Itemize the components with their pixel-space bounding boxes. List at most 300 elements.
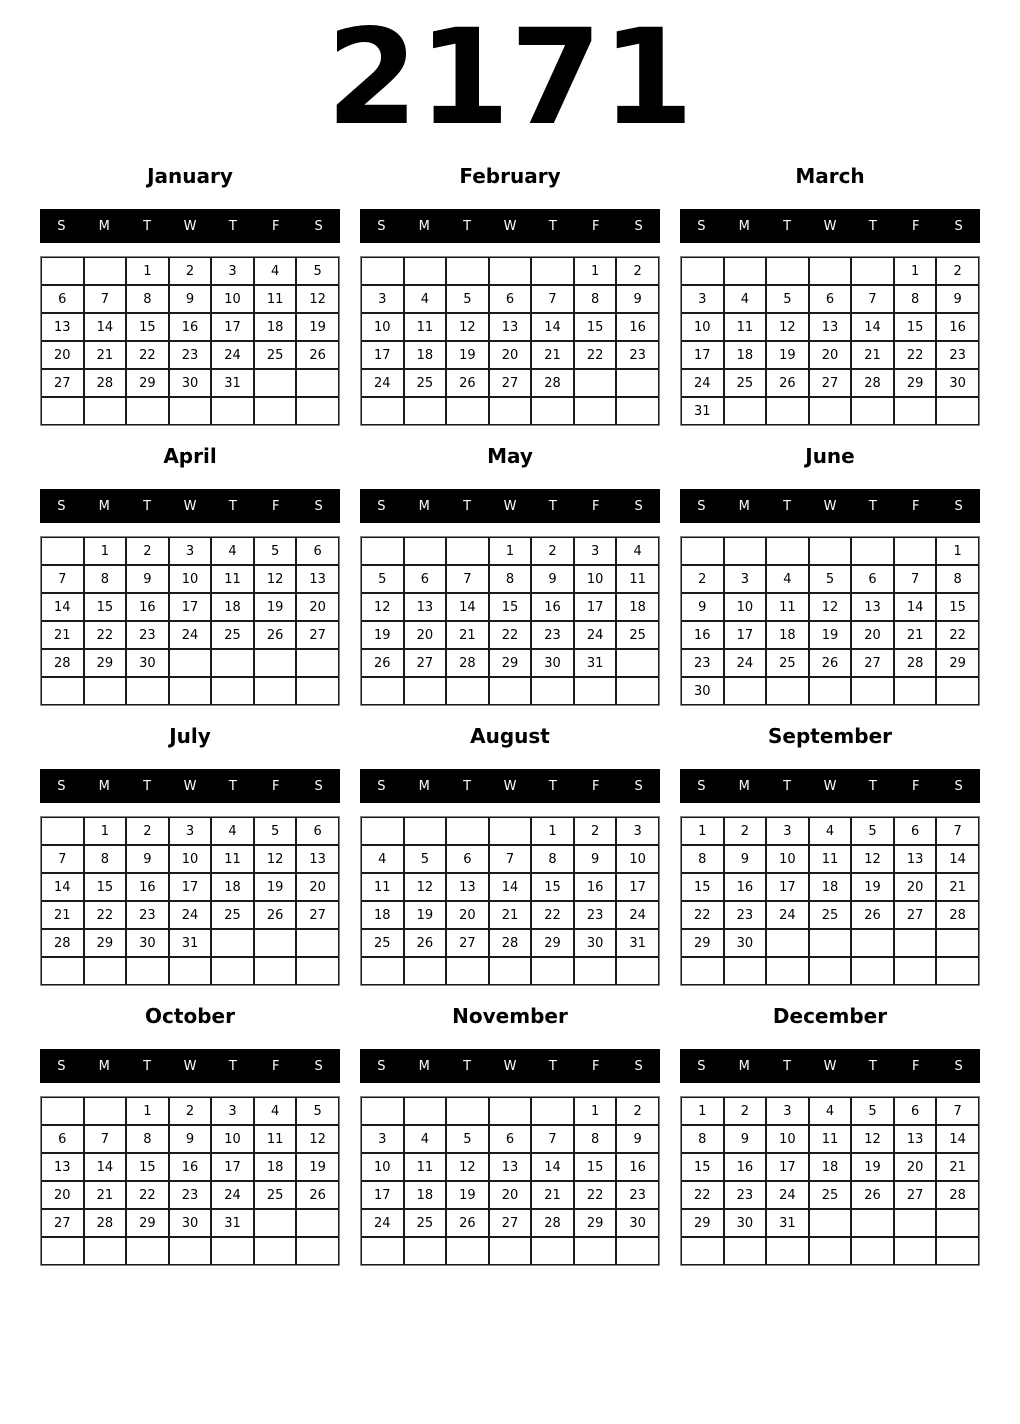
day-cell: 25 [211,621,254,649]
day-of-week-label: T [868,778,877,794]
day-cell: 5 [361,565,404,593]
day-cell: 24 [681,369,724,397]
day-cell: 26 [254,901,297,929]
week-row [41,649,339,677]
day-of-week-label: M [98,218,110,234]
day-cell: 2 [936,257,979,285]
day-cell: 29 [894,369,937,397]
empty-day-cell [254,677,297,705]
day-cell: 13 [489,313,532,341]
day-cell: 25 [404,1209,447,1237]
day-cell: 23 [724,901,767,929]
month-table [680,1096,980,1266]
day-of-week-label: S [634,1058,643,1074]
empty-day-cell [531,957,574,985]
empty-day-cell [894,1237,937,1265]
empty-day-cell [936,677,979,705]
day-cell: 10 [681,313,724,341]
day-cell: 25 [404,369,447,397]
day-cell: 18 [211,593,254,621]
day-cell: 3 [361,1125,404,1153]
day-cell: 21 [531,1181,574,1209]
empty-day-cell [126,957,169,985]
day-cell: 4 [254,1097,297,1125]
day-cell: 8 [126,1125,169,1153]
empty-day-cell [724,1237,767,1265]
empty-day-cell [574,677,617,705]
day-cell: 2 [616,257,659,285]
empty-day-cell [574,397,617,425]
week-row [361,649,659,677]
day-of-week-label: M [738,498,750,514]
day-of-week-header [40,769,340,803]
day-cell: 22 [531,901,574,929]
month-may [360,444,660,706]
day-of-week-label: S [697,218,706,234]
empty-day-cell [766,537,809,565]
day-cell: 29 [681,1209,724,1237]
empty-day-cell [404,257,447,285]
day-cell: 30 [126,929,169,957]
day-cell: 8 [681,1125,724,1153]
day-cell: 10 [169,845,212,873]
day-cell: 7 [531,1125,574,1153]
empty-day-cell [126,397,169,425]
week-row [681,369,979,397]
day-cell: 14 [41,873,84,901]
empty-day-cell [126,677,169,705]
empty-day-cell [404,397,447,425]
day-cell: 15 [84,873,127,901]
day-cell: 1 [681,1097,724,1125]
month-title: February [459,164,561,188]
day-cell: 4 [766,565,809,593]
day-cell: 27 [41,1209,84,1237]
day-cell: 3 [766,1097,809,1125]
day-cell: 15 [531,873,574,901]
week-row [41,957,339,985]
day-of-week-label: S [377,1058,386,1074]
day-of-week-label: M [418,1058,430,1074]
day-cell: 16 [531,593,574,621]
day-cell: 24 [169,901,212,929]
day-cell: 29 [84,649,127,677]
empty-day-cell [531,397,574,425]
empty-day-cell [851,929,894,957]
month-table [680,816,980,986]
month-title: September [768,724,892,748]
empty-day-cell [169,1237,212,1265]
day-cell: 8 [84,845,127,873]
week-row [361,285,659,313]
empty-day-cell [41,957,84,985]
day-cell: 23 [169,1181,212,1209]
week-row [681,1153,979,1181]
week-row [681,285,979,313]
day-cell: 16 [169,313,212,341]
week-row [681,901,979,929]
day-of-week-label: T [548,1058,557,1074]
day-cell: 1 [126,1097,169,1125]
empty-day-cell [724,257,767,285]
day-cell: 17 [211,1153,254,1181]
day-of-week-label: M [98,778,110,794]
day-cell: 18 [404,341,447,369]
day-cell: 27 [296,621,339,649]
week-row [361,957,659,985]
day-cell: 15 [84,593,127,621]
day-cell: 26 [446,369,489,397]
day-cell: 3 [211,1097,254,1125]
empty-day-cell [851,1237,894,1265]
day-cell: 30 [574,929,617,957]
day-cell: 15 [574,1153,617,1181]
day-of-week-label: S [954,778,963,794]
day-of-week-label: F [591,778,600,794]
day-cell: 1 [681,817,724,845]
day-cell: 27 [894,1181,937,1209]
day-cell: 8 [894,285,937,313]
day-cell: 23 [531,621,574,649]
day-cell: 25 [361,929,404,957]
day-cell: 17 [574,593,617,621]
month-table [360,536,660,706]
empty-day-cell [766,929,809,957]
empty-day-cell [254,369,297,397]
day-cell: 13 [296,565,339,593]
day-of-week-label: M [98,1058,110,1074]
day-cell: 12 [766,313,809,341]
week-row [361,593,659,621]
day-cell: 16 [616,1153,659,1181]
day-cell: 20 [41,1181,84,1209]
empty-day-cell [84,1237,127,1265]
day-cell: 4 [616,537,659,565]
month-march [680,164,980,426]
day-cell: 19 [404,901,447,929]
day-cell: 3 [169,537,212,565]
day-cell: 12 [404,873,447,901]
week-row [681,817,979,845]
day-of-week-label: M [98,498,110,514]
empty-day-cell [296,649,339,677]
empty-day-cell [446,957,489,985]
week-row [681,677,979,705]
month-table [40,256,340,426]
week-row [681,957,979,985]
day-cell: 20 [894,873,937,901]
day-cell: 24 [724,649,767,677]
empty-day-cell [211,957,254,985]
empty-day-cell [809,537,852,565]
day-cell: 20 [489,1181,532,1209]
day-cell: 18 [724,341,767,369]
empty-day-cell [936,397,979,425]
day-cell: 2 [126,817,169,845]
day-cell: 10 [211,285,254,313]
day-of-week-label: W [503,778,517,794]
day-of-week-header [360,769,660,803]
week-row [681,313,979,341]
empty-day-cell [574,1237,617,1265]
day-of-week-label: F [271,218,280,234]
day-cell: 17 [724,621,767,649]
week-row [681,621,979,649]
day-cell: 10 [616,845,659,873]
day-of-week-label: T [463,498,472,514]
day-cell: 18 [211,873,254,901]
empty-day-cell [616,397,659,425]
month-table [680,256,980,426]
month-title: January [147,164,233,188]
day-cell: 1 [574,257,617,285]
day-cell: 1 [84,817,127,845]
empty-day-cell [41,1097,84,1125]
day-cell: 28 [489,929,532,957]
day-cell: 6 [41,285,84,313]
day-of-week-label: F [591,1058,600,1074]
day-cell: 25 [254,1181,297,1209]
week-row [681,565,979,593]
week-row [681,873,979,901]
day-of-week-header [680,209,980,243]
day-cell: 20 [41,341,84,369]
day-cell: 26 [851,901,894,929]
day-cell: 18 [809,1153,852,1181]
day-cell: 9 [531,565,574,593]
month-december [680,1004,980,1266]
empty-day-cell [41,1237,84,1265]
month-table [40,536,340,706]
week-row [41,929,339,957]
empty-day-cell [169,957,212,985]
day-cell: 16 [681,621,724,649]
day-cell: 5 [446,1125,489,1153]
day-cell: 28 [894,649,937,677]
day-cell: 10 [574,565,617,593]
day-cell: 9 [126,845,169,873]
day-cell: 20 [489,341,532,369]
day-cell: 24 [211,1181,254,1209]
day-cell: 22 [574,1181,617,1209]
day-cell: 1 [531,817,574,845]
empty-day-cell [681,537,724,565]
day-of-week-label: S [377,218,386,234]
day-cell: 5 [254,537,297,565]
day-cell: 19 [254,593,297,621]
month-table [360,1096,660,1266]
empty-day-cell [41,397,84,425]
day-cell: 16 [126,873,169,901]
day-cell: 11 [809,1125,852,1153]
day-of-week-label: W [823,498,837,514]
day-of-week-label: T [463,218,472,234]
day-cell: 17 [766,873,809,901]
day-cell: 7 [531,285,574,313]
day-cell: 6 [894,817,937,845]
empty-day-cell [936,1237,979,1265]
day-cell: 26 [254,621,297,649]
day-cell: 11 [766,593,809,621]
week-row [41,257,339,285]
day-cell: 28 [446,649,489,677]
empty-day-cell [681,1237,724,1265]
day-cell: 22 [126,1181,169,1209]
month-table [40,816,340,986]
day-cell: 5 [254,817,297,845]
empty-day-cell [404,677,447,705]
day-of-week-label: T [143,498,152,514]
day-of-week-label: M [418,778,430,794]
day-of-week-label: T [143,218,152,234]
week-row [681,257,979,285]
week-row [681,1237,979,1265]
day-cell: 13 [41,1153,84,1181]
month-april [40,444,340,706]
day-of-week-label: M [418,498,430,514]
day-cell: 16 [616,313,659,341]
day-cell: 15 [126,313,169,341]
empty-day-cell [489,1237,532,1265]
empty-day-cell [489,957,532,985]
empty-day-cell [936,1209,979,1237]
day-cell: 16 [169,1153,212,1181]
day-cell: 5 [446,285,489,313]
day-cell: 27 [809,369,852,397]
day-cell: 7 [446,565,489,593]
day-of-week-label: T [228,218,237,234]
empty-day-cell [41,537,84,565]
day-cell: 4 [809,1097,852,1125]
week-row [681,649,979,677]
day-of-week-header [680,489,980,523]
empty-day-cell [851,1209,894,1237]
empty-day-cell [404,1097,447,1125]
day-cell: 17 [169,593,212,621]
day-of-week-label: S [314,498,323,514]
day-cell: 12 [851,845,894,873]
day-of-week-label: F [271,498,280,514]
empty-day-cell [361,1097,404,1125]
week-row [361,537,659,565]
day-of-week-label: F [911,218,920,234]
empty-day-cell [446,1237,489,1265]
day-cell: 15 [894,313,937,341]
day-cell: 21 [41,621,84,649]
empty-day-cell [851,257,894,285]
week-row [361,1209,659,1237]
day-cell: 12 [296,1125,339,1153]
empty-day-cell [41,257,84,285]
day-cell: 23 [126,621,169,649]
empty-day-cell [809,1237,852,1265]
day-cell: 21 [936,1153,979,1181]
day-cell: 13 [296,845,339,873]
week-row [361,817,659,845]
day-of-week-label: F [271,1058,280,1074]
day-cell: 28 [531,1209,574,1237]
day-cell: 24 [361,369,404,397]
day-cell: 14 [894,593,937,621]
day-of-week-label: S [377,498,386,514]
empty-day-cell [489,1097,532,1125]
day-cell: 20 [296,873,339,901]
empty-day-cell [446,817,489,845]
day-cell: 4 [211,817,254,845]
week-row [41,1209,339,1237]
day-cell: 2 [724,817,767,845]
week-row [41,677,339,705]
week-row [41,285,339,313]
empty-day-cell [169,649,212,677]
week-row [681,341,979,369]
day-cell: 1 [84,537,127,565]
day-cell: 4 [724,285,767,313]
day-cell: 5 [296,257,339,285]
day-cell: 15 [681,873,724,901]
day-of-week-label: S [954,218,963,234]
empty-day-cell [254,1209,297,1237]
day-cell: 2 [531,537,574,565]
day-cell: 9 [574,845,617,873]
day-cell: 14 [851,313,894,341]
day-cell: 12 [254,845,297,873]
day-cell: 5 [851,1097,894,1125]
month-table [360,816,660,986]
day-cell: 10 [169,565,212,593]
day-cell: 15 [126,1153,169,1181]
day-cell: 22 [489,621,532,649]
day-cell: 25 [766,649,809,677]
week-row [41,845,339,873]
day-cell: 25 [809,901,852,929]
day-cell: 23 [574,901,617,929]
day-cell: 9 [724,845,767,873]
week-row [41,873,339,901]
day-cell: 19 [446,1181,489,1209]
day-cell: 28 [84,369,127,397]
day-of-week-label: M [738,218,750,234]
day-cell: 11 [361,873,404,901]
day-cell: 2 [169,257,212,285]
day-cell: 25 [809,1181,852,1209]
day-cell: 14 [531,1153,574,1181]
day-cell: 3 [681,285,724,313]
day-of-week-label: T [548,218,557,234]
day-cell: 5 [296,1097,339,1125]
day-cell: 24 [361,1209,404,1237]
day-cell: 9 [616,1125,659,1153]
day-cell: 4 [404,285,447,313]
month-title: December [772,1004,888,1028]
day-cell: 8 [531,845,574,873]
day-cell: 30 [169,369,212,397]
day-cell: 28 [936,1181,979,1209]
empty-day-cell [211,1237,254,1265]
day-cell: 22 [84,901,127,929]
day-cell: 25 [724,369,767,397]
day-of-week-label: T [143,778,152,794]
empty-day-cell [616,957,659,985]
day-of-week-label: S [57,1058,66,1074]
day-cell: 16 [936,313,979,341]
day-cell: 11 [809,845,852,873]
day-cell: 27 [894,901,937,929]
empty-day-cell [936,929,979,957]
empty-day-cell [531,257,574,285]
empty-day-cell [489,397,532,425]
day-cell: 24 [574,621,617,649]
